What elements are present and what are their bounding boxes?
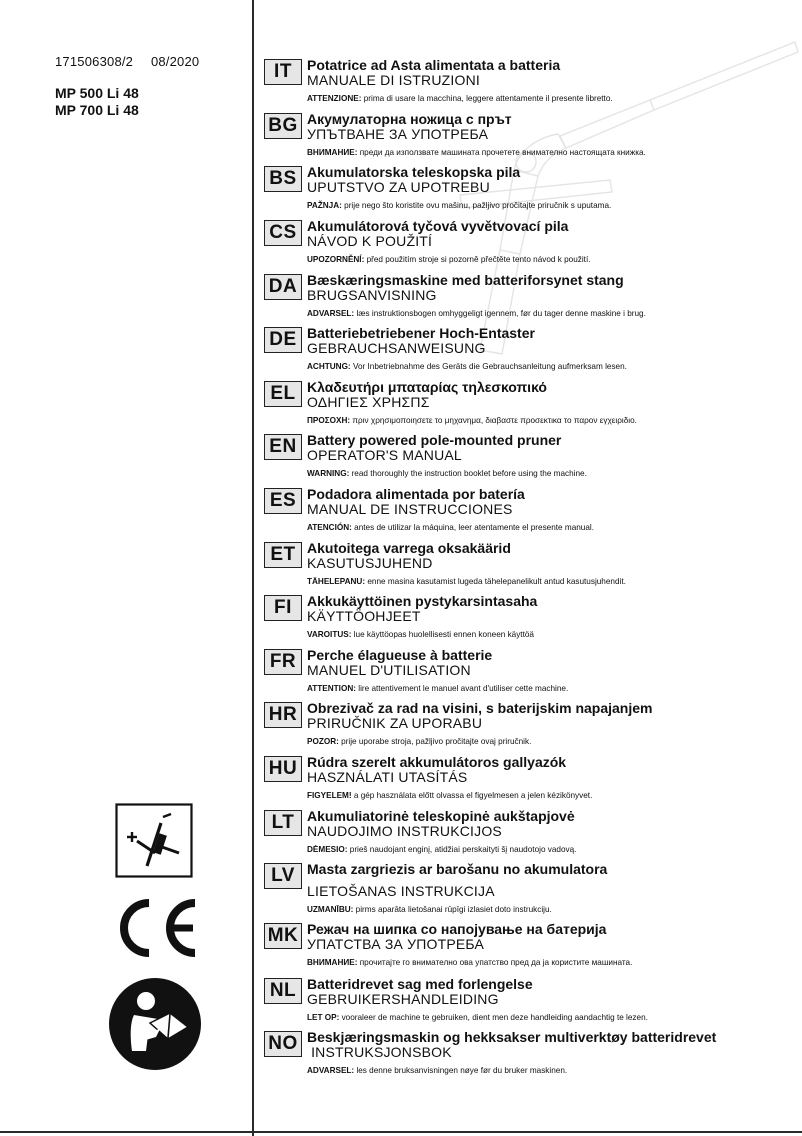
warning-label: UPOZORNĚNÍ:	[307, 255, 365, 264]
language-section-cs	[264, 218, 800, 270]
warning-line	[307, 94, 613, 103]
language-section-mk	[264, 921, 800, 973]
warning-line	[307, 905, 552, 914]
language-code-badge: LT	[264, 810, 302, 836]
warning-text: před použitím stroje si pozorně přečtěte tento návod k použití.	[366, 255, 591, 264]
manual-subtitle: KASUTUSJUHEND	[307, 555, 433, 571]
language-code-badge: LV	[264, 863, 302, 889]
warning-line	[307, 309, 646, 318]
product-title: Obrezivač za rad na visini, s baterijskim napajanjem	[307, 700, 653, 716]
warning-label: UZMANĪBU:	[307, 905, 354, 914]
warning-line	[307, 791, 592, 800]
product-title: Режач на шипка со напојување на батерија	[307, 921, 607, 937]
language-section-nl	[264, 976, 800, 1028]
language-code-badge: EL	[264, 381, 302, 407]
language-code-badge: DA	[264, 274, 302, 300]
manual-subtitle: ΟΔΗΓΙΕΣ ΧΡΗΣΠΣ	[307, 394, 430, 410]
warning-line	[307, 416, 637, 425]
language-section-da	[264, 272, 800, 324]
language-code-badge: FI	[264, 595, 302, 621]
warning-text: pirms aparāta lietošanai rūpīgi izlasiet doto instrukciju.	[355, 905, 552, 914]
warning-text: prieš naudojant enginį, atidžiai perskaityti šį naudotojo vadovą.	[349, 845, 577, 854]
product-title: Akumulatorska teleskopska pila	[307, 164, 521, 180]
warning-text: prije uporabe stroja, pažljivo pročitajte ovaj priručnik.	[341, 737, 532, 746]
warning-line	[307, 1013, 648, 1022]
warning-label: ATENCIÓN:	[307, 523, 352, 532]
language-section-bs	[264, 164, 800, 216]
manual-subtitle: УПАТСТВА ЗА УПОТРЕБА	[307, 936, 485, 952]
warning-text: enne masina kasutamist lugeda tähelepanelikult antud kasutusjuhendit.	[367, 577, 626, 586]
product-title: Masta zargriezis ar barošanu no akumulatora	[307, 861, 608, 877]
warning-label: ΠΡΟΣΟΧΗ:	[307, 416, 351, 425]
warning-text: les denne bruksanvisningen nøye før du bruker maskinen.	[356, 1066, 568, 1075]
warning-line	[307, 630, 534, 639]
product-title: Potatrice ad Asta alimentata a batteria	[307, 57, 561, 73]
warning-text: преди да използвате машината прочетете внимателно настоящата книжка.	[359, 148, 646, 157]
warning-line	[307, 577, 626, 586]
ce-mark-icon	[109, 897, 201, 959]
manual-subtitle: LIETOŠANAS INSTRUKCIJA	[307, 883, 495, 899]
warning-text: vooraleer de machine te gebruiken, dient men deze handleiding aandachtig te lezen.	[341, 1013, 648, 1022]
warning-label: ВНИМАНИЕ:	[307, 958, 358, 967]
model-name: MP 500 Li 48	[55, 85, 139, 101]
warning-line	[307, 523, 594, 532]
doc-date: 08/2020	[150, 54, 200, 69]
battery-polarity-icon	[115, 803, 193, 878]
language-code-badge: BG	[264, 113, 302, 139]
product-title: Akutoitega varrega oksakäärid	[307, 540, 511, 556]
language-code-badge: HR	[264, 702, 302, 728]
product-title: Akumuliatorinė teleskopinė aukštapjovė	[307, 808, 575, 824]
product-title: Podadora alimentada por batería	[307, 486, 525, 502]
warning-text: antes de utilizar la máquina, leer atentamente el presente manual.	[354, 523, 595, 532]
language-section-it	[264, 57, 800, 109]
manual-subtitle: NÁVOD K POUŽITÍ	[307, 233, 433, 249]
language-section-et	[264, 540, 800, 592]
warning-line	[307, 469, 587, 478]
product-title: Perche élagueuse à batterie	[307, 647, 493, 663]
language-section-hu	[264, 754, 800, 806]
product-title: Battery powered pole-mounted pruner	[307, 432, 562, 448]
product-title: Beskjæringsmaskin og hekksakser multiverktøy batteridrevet	[307, 1029, 717, 1045]
warning-label: WARNING:	[307, 469, 350, 478]
warning-text: read thoroughly the instruction booklet before using the machine.	[351, 469, 587, 478]
language-code-badge: HU	[264, 756, 302, 782]
product-title: Batteridrevet sag med forlengelse	[307, 976, 533, 992]
manual-subtitle: HASZNÁLATI UTASÍTÁS	[307, 769, 468, 785]
product-title: Rúdra szerelt akkumulátoros gallyazók	[307, 754, 567, 770]
language-code-badge: DE	[264, 327, 302, 353]
warning-label: ATTENTION:	[307, 684, 356, 693]
warning-label: ATTENZIONE:	[307, 94, 362, 103]
language-code-badge: EN	[264, 434, 302, 460]
language-section-bg	[264, 111, 800, 163]
manual-subtitle: MANUEL D'UTILISATION	[307, 662, 471, 678]
vertical-divider	[252, 0, 254, 1136]
manual-subtitle: UPUTSTVO ZA UPOTREBU	[307, 179, 490, 195]
warning-label: ADVARSEL:	[307, 309, 355, 318]
warning-text: lire attentivement le manuel avant d'utiliser cette machine.	[358, 684, 569, 693]
language-code-badge: IT	[264, 59, 302, 85]
warning-line	[307, 255, 591, 264]
manual-subtitle: BRUGSANVISNING	[307, 287, 437, 303]
warning-line	[307, 737, 531, 746]
product-title: Κλαδευτήρι μπαταρίας τηλεσκοπικό	[307, 379, 547, 395]
language-code-badge: ET	[264, 542, 302, 568]
warning-text: πριν χρησιμοποιησετε το μηχανημα, διαβαστε προσεκτικα το παρον εγχειριδιο.	[352, 416, 637, 425]
warning-label: ВНИМАНИЕ:	[307, 148, 358, 157]
product-title: Bæskæringsmaskine med batteriforsynet stang	[307, 272, 624, 288]
manual-subtitle: PRIRUČNIK ZA UPORABU	[307, 715, 483, 731]
warning-label: POZOR:	[307, 737, 339, 746]
manual-subtitle: INSTRUKSJONSBOK	[307, 1044, 452, 1060]
language-section-hr	[264, 700, 800, 752]
warning-text: læs instruktionsbogen omhyggeligt igennem, før du tager denne maskine i brug.	[356, 309, 646, 318]
warning-line	[307, 958, 632, 967]
model-name: MP 700 Li 48	[55, 102, 139, 118]
warning-label: DĖMESIO:	[307, 845, 348, 854]
manual-subtitle: GEBRAUCHSANWEISUNG	[307, 340, 486, 356]
warning-line	[307, 201, 611, 210]
warning-label: ADVARSEL:	[307, 1066, 355, 1075]
document-code	[55, 54, 199, 69]
manual-subtitle: MANUAL DE INSTRUCCIONES	[307, 501, 513, 517]
bottom-rule	[0, 1131, 802, 1133]
warning-label: TÄHELEPANU:	[307, 577, 366, 586]
manual-subtitle: NAUDOJIMO INSTRUKCIJOS	[307, 823, 502, 839]
language-section-el	[264, 379, 800, 431]
manual-subtitle: MANUALE DI ISTRUZIONI	[307, 72, 480, 88]
warning-text: a gép használata előtt olvassa el figyelmesen a jelen kézikönyvet.	[353, 791, 593, 800]
warning-text: lue käyttöopas huolellisesti ennen koneen käyttöä	[353, 630, 534, 639]
language-section-es	[264, 486, 800, 538]
warning-line	[307, 362, 627, 371]
warning-label: PAŽNJA:	[307, 201, 342, 210]
product-title: Batteriebetriebener Hoch-Entaster	[307, 325, 535, 341]
language-section-fr	[264, 647, 800, 699]
warning-line	[307, 1066, 567, 1075]
language-code-badge: NO	[264, 1031, 302, 1057]
warning-text: prije nego što koristite ovu mašinu, pažljivo pročitajte priručnik s uputama.	[344, 201, 612, 210]
manual-subtitle: OPERATOR'S MANUAL	[307, 447, 462, 463]
warning-text: Vor Inbetriebnahme des Geräts die Gebrauchsanleitung aufmerksam lesen.	[352, 362, 627, 371]
manual-subtitle: KÄYTTÖOHJEET	[307, 608, 421, 624]
manual-subtitle: УПЪТВАНЕ ЗА УПОТРЕБА	[307, 126, 489, 142]
product-title: Akkukäyttöinen pystykarsintasaha	[307, 593, 538, 609]
warning-line	[307, 684, 568, 693]
read-manual-icon	[108, 977, 202, 1071]
manual-subtitle: GEBRUIKERSHANDLEIDING	[307, 991, 499, 1007]
language-section-de	[264, 325, 800, 377]
language-code-badge: CS	[264, 220, 302, 246]
language-section-lt	[264, 808, 800, 860]
warning-line	[307, 148, 646, 157]
product-title: Акумулаторна ножица с прът	[307, 111, 512, 127]
language-code-badge: FR	[264, 649, 302, 675]
product-title: Akumulátorová tyčová vyvětvovací pila	[307, 218, 569, 234]
warning-text: prima di usare la macchina, leggere attentamente il presente libretto.	[363, 94, 613, 103]
warning-label: VAROITUS:	[307, 630, 352, 639]
warning-label: LET OP:	[307, 1013, 340, 1022]
language-code-badge: ES	[264, 488, 302, 514]
language-section-lv	[264, 861, 800, 913]
language-section-fi	[264, 593, 800, 645]
language-code-badge: MK	[264, 923, 302, 949]
language-code-badge: BS	[264, 166, 302, 192]
warning-text: прочитајте го внимателно ова упатство пред да ја користите машината.	[359, 958, 633, 967]
warning-label: FIGYELEM!	[307, 791, 352, 800]
warning-label: ACHTUNG:	[307, 362, 351, 371]
language-section-no	[264, 1029, 800, 1081]
language-code-badge: NL	[264, 978, 302, 1004]
warning-line	[307, 845, 576, 854]
doc-number: 171506308/2	[55, 54, 134, 69]
language-section-en	[264, 432, 800, 484]
